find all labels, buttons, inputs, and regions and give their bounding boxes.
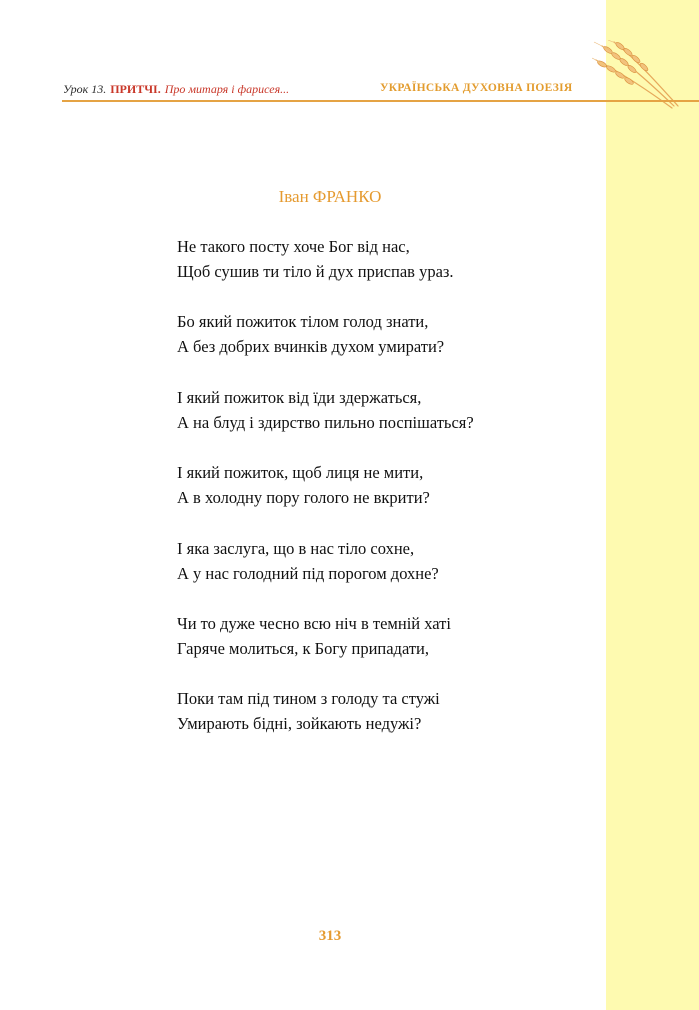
poem-stanza [177,686,597,736]
poem-line: А в холодну пору голого не вкрити? [177,488,430,508]
poem-stanza [177,460,597,510]
poem-line: Умирають бідні, зойкають недужі? [177,714,422,734]
poem-line: А на блуд і здирство пильно поспішаться? [177,412,474,432]
poem-body [177,234,597,762]
poem-line: Гаряче молиться, к Богу припадати, [177,638,430,658]
poem-line: Бо який пожиток тілом голод знати, [177,312,429,332]
poem-line: Чи то дуже чесно всю ніч в темній хаті [177,613,451,633]
running-header-left [63,82,289,97]
topic-title: Про митаря і фарисея... [164,82,290,96]
poem-stanza [177,385,597,435]
poem-line: І який пожиток від їди здержаться, [177,387,422,407]
poem-line: Щоб сушив ти тіло й дух приспав ураз. [177,262,454,281]
poem-author: Іван ФРАНКО [278,187,382,206]
poem-line: А без добрих вчинків духом умирати? [177,337,445,357]
header-divider [62,100,699,102]
poem-stanza [177,611,597,661]
poem-line: Не такого посту хоче Бог від нас, [177,237,410,256]
poem-line: І яка заслуга, що в нас тіло сохне, [177,538,415,558]
lesson-number: Урок 13. [63,82,107,96]
poem-line: Поки там під тином з голоду та стужі [177,689,440,709]
poem-stanza [177,309,597,359]
running-header-right: УКРАЇНСЬКА ДУХОВНА ПОЕЗІЯ [380,82,573,94]
poem-line: І який пожиток, щоб лиця не мити, [177,463,424,483]
poem-line: А у нас голодний під порогом дохне? [177,563,439,583]
section-title: ПРИТЧІ. [110,82,161,96]
side-margin-strip [606,0,699,1010]
page-number: 313 [318,928,342,944]
poem-stanza [177,536,597,586]
poem-stanza [177,234,597,284]
